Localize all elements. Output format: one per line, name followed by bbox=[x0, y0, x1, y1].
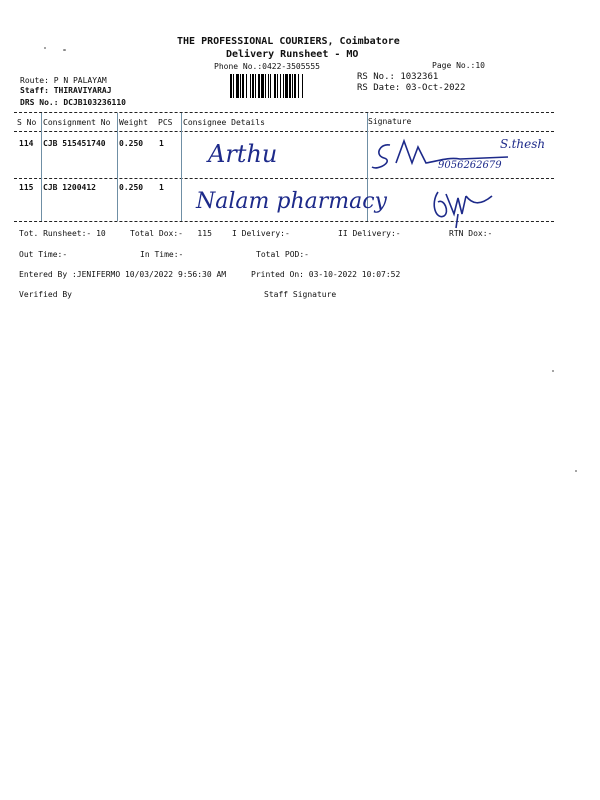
total-pod: Total POD:- bbox=[256, 250, 309, 259]
row-consignment: CJB 515451740 bbox=[43, 139, 106, 148]
total-runsheet: Tot. Runsheet:- 10 bbox=[19, 229, 106, 238]
signature-note: S.thesh bbox=[500, 137, 546, 151]
table-top-rule bbox=[14, 112, 554, 113]
page-number: Page No.:10 bbox=[432, 61, 485, 70]
row-separator bbox=[14, 178, 554, 179]
out-time: Out Time:- bbox=[19, 250, 68, 259]
col-header-pcs: PCS bbox=[158, 118, 173, 127]
row-pcs: 1 bbox=[159, 139, 164, 148]
return-dox: RTN Dox:- bbox=[449, 229, 493, 238]
column-divider bbox=[181, 113, 182, 221]
row-sno: 114 bbox=[19, 139, 34, 148]
col-header-weight: Weight bbox=[119, 118, 148, 127]
scan-speck bbox=[63, 49, 66, 51]
signature-phone: 9056262679 bbox=[438, 160, 502, 171]
scan-speck bbox=[575, 470, 577, 472]
phone-number: Phone No.:0422-3505555 bbox=[214, 62, 320, 71]
second-delivery: II Delivery:- bbox=[338, 229, 401, 238]
consignee-handwriting: Arthu bbox=[208, 140, 278, 168]
route: Route: P N PALAYAM bbox=[20, 76, 107, 85]
staff-name: Staff: THIRAVIYARAJ bbox=[20, 86, 112, 95]
rs-date: RS Date: 03-Oct-2022 bbox=[357, 83, 466, 93]
col-header-consignee: Consignee Details bbox=[183, 118, 265, 127]
col-header-consignment: Consignment No bbox=[43, 118, 111, 127]
company-title: THE PROFESSIONAL COURIERS, Coimbatore bbox=[177, 36, 400, 47]
first-delivery: I Delivery:- bbox=[232, 229, 290, 238]
runsheet-title: Delivery Runsheet - MO bbox=[226, 49, 359, 60]
signature-scribble bbox=[428, 184, 500, 230]
table-header-rule bbox=[14, 131, 554, 132]
total-dox: Total Dox:- 115 bbox=[130, 229, 212, 238]
consignee-handwriting: Nalam pharmacy bbox=[196, 189, 387, 214]
row-weight: 0.250 bbox=[119, 139, 144, 148]
column-divider bbox=[41, 113, 42, 221]
verified-by: Verified By bbox=[19, 290, 72, 299]
staff-signature-label: Staff Signature bbox=[264, 290, 337, 299]
row-pcs: 1 bbox=[159, 183, 164, 192]
row-consignment: CJB 1200412 bbox=[43, 183, 96, 192]
in-time: In Time:- bbox=[140, 250, 184, 259]
drs-number: DRS No.: DCJB103236110 bbox=[20, 98, 126, 107]
printed-on: Printed On: 03-10-2022 10:07:52 bbox=[251, 270, 401, 279]
entered-by: Entered By :JENIFERMO 10/03/2022 9:56:30 AM bbox=[19, 270, 227, 279]
scan-speck bbox=[552, 370, 554, 372]
barcode bbox=[230, 74, 350, 98]
column-divider bbox=[117, 113, 118, 221]
col-header-signature: Signature bbox=[368, 117, 412, 126]
row-sno: 115 bbox=[19, 183, 34, 192]
scan-speck bbox=[44, 47, 46, 49]
rs-number: RS No.: 1032361 bbox=[357, 72, 439, 82]
col-header-sno: S No bbox=[17, 118, 37, 127]
row-weight: 0.250 bbox=[119, 183, 144, 192]
